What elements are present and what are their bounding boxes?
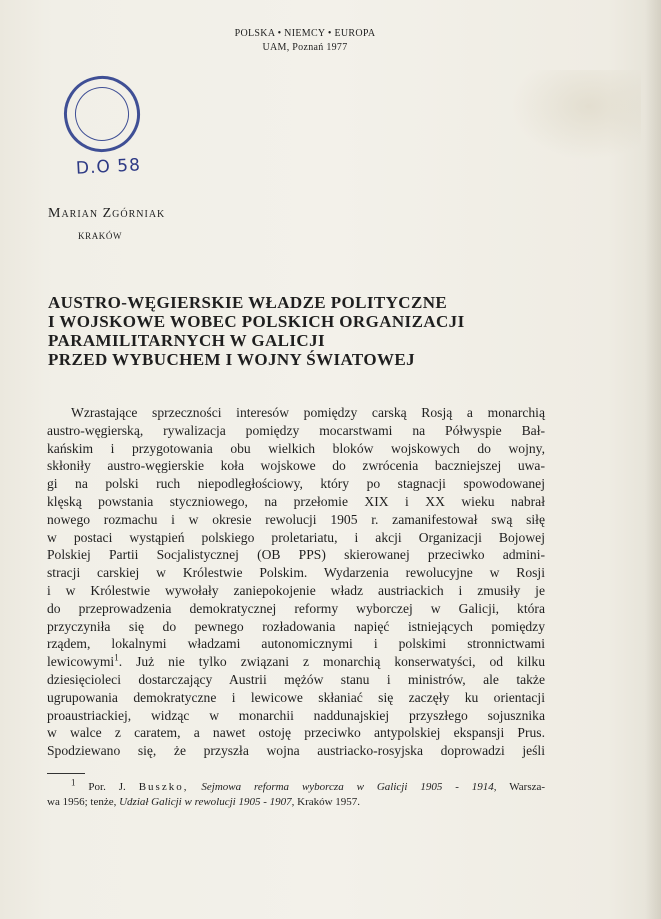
title-line: AUSTRO-WĘGIERSKIE WŁADZE POLITYCZNE [48, 293, 448, 312]
paper-stain [511, 70, 641, 160]
author-city: KRAKÓW [78, 231, 123, 241]
series-title: POLSKA • NIEMCY • EUROPA [234, 28, 376, 39]
footnote-separator [47, 773, 85, 774]
body-paragraph [47, 404, 545, 760]
stamp-inner-ring [70, 82, 134, 146]
body-line: w postaci wystąpień polskiego proletariatu, i akcji Organizacji Bojowej [47, 529, 545, 545]
footnote-marker: 1 [71, 777, 76, 788]
title-line: PRZED WYBUCHEM I WOJNY ŚWIATOWEJ [48, 350, 416, 369]
body-line-start: lewicowymi [47, 654, 115, 670]
page-edge-shadow [645, 0, 661, 919]
body-line-with-footnote [47, 653, 545, 671]
body-line: ugrupowania demokratyczne i lewicowe skłaniać się zaczęły ku orientacji [47, 689, 545, 705]
title-line: I WOJSKOWE WOBEC POLSKICH ORGANIZACJI [48, 312, 465, 331]
author-name: Marian Zgórniak [48, 206, 166, 221]
body-line: nowego rozmachu i w okresie rewolucji 1905 r. zamanifestował swą siłę [47, 511, 545, 527]
publisher-line: UAM, Poznań 1977 [262, 42, 348, 53]
body-line: do przeprowadzenia demokratycznej reformy wyborczej w Galicji, która [47, 600, 545, 616]
call-number: D.O 58 [75, 155, 142, 179]
footnote-author: Buszko, [138, 781, 189, 793]
body-line: Wzrastające sprzeczności interesów pomiędzy carską Rosją a monarchią [71, 405, 545, 420]
library-stamp [57, 69, 147, 159]
body-line: i w Królestwie wywołały zaniepokojenie władz austriackich i zmusiły je [47, 582, 545, 598]
footnote-line2-start: wa 1956; tenże, [47, 796, 117, 808]
body-line: kańskim i przygotowania obu wielkich bloków wojskowych do wojny, [47, 440, 545, 456]
body-line: rządem, lokalnymi władzami autonomicznymi i polskimi stronnictwami [47, 636, 545, 652]
body-line: Polskiej Partii Socjalistycznej (OB PPS) skierowanej przeciwko admini- [47, 547, 545, 563]
footnote-line [47, 777, 546, 795]
footnote-work-2: Udział Galicji w rewolucji 1905 - 1907, [119, 796, 295, 808]
body-line: skłoniły austro-węgierskie koła wojskowe do zwrócenia baczniejszej uwa- [47, 458, 545, 474]
footnote [47, 777, 546, 810]
body-line: klęską powstania styczniowego, na przełomie XIX i XX wieku nabrał [47, 493, 545, 509]
body-line: dziesięcioleci dostarczający Austrii mężów stanu i ministrów, ale także [47, 671, 545, 687]
body-line: Spodziewano się, że przyszła wojna austriacko-rosyjska doprowadzi jeśli [47, 743, 545, 759]
body-line: gi na polski ruch niepodległościowy, który po stagnacji spowodowanej [47, 476, 545, 492]
footnote-prefix: Por. J. [88, 781, 126, 793]
body-line: przyczyniła się do pewnego rozładowania napięć istniejących pomiędzy [47, 618, 545, 634]
body-line: stracji carskiej w Królestwie Polskim. Wydarzenia rewolucyjne w Rosji [47, 565, 545, 581]
footnote-line [47, 795, 545, 810]
body-line-end: . Już nie tylko związani z monarchią konserwatyści, od kilku [118, 654, 545, 670]
footnote-work-1: Sejmowa reforma wyborcza w Galicji 1905 - 1914, [201, 781, 497, 793]
body-line: proaustriackiej, widząc w monarchii naddunajskiej przyszłego sojusznika [47, 707, 545, 723]
footnote-continuation: Warsza- [509, 781, 546, 793]
footnote-reference: 1 [114, 652, 119, 663]
footnote-end: Kraków 1957. [297, 796, 361, 808]
article-title [48, 293, 588, 369]
title-line: PARAMILITARNYCH W GALICJI [48, 331, 325, 350]
body-line: austro-węgierską, rywalizacja pomiędzy mocarstwami na Półwyspie Bał- [47, 422, 545, 438]
body-line: w walce z caratem, a nawet ostoję przeciwko antypolskiej ekspansji Prus. [47, 725, 545, 741]
